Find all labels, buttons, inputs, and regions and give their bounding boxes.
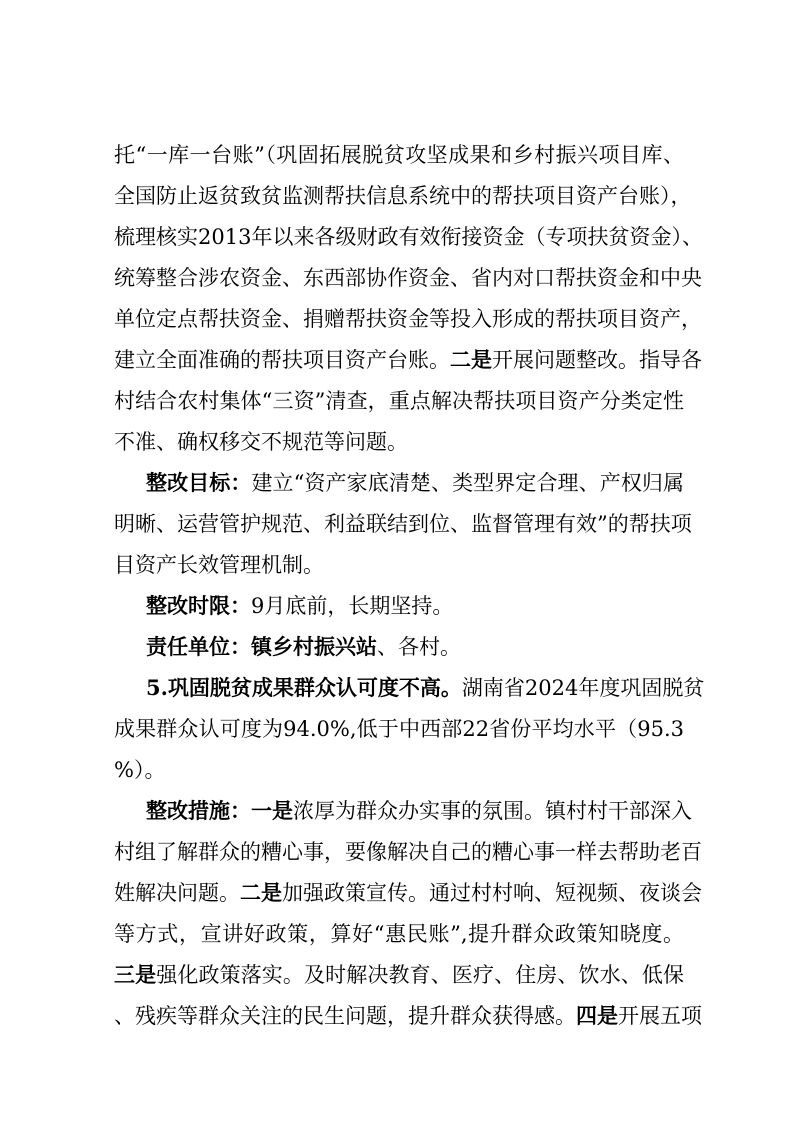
measures-point-four: 四是: [576, 1003, 618, 1028]
measures-text-5: 强化政策落实。及时解决教育、医疗、住房、饮水、低保: [156, 963, 685, 987]
measures-text-3b: 加强政策宣传。通过村村响、短视频、夜谈会: [282, 881, 702, 905]
item5-title: 5.巩固脱贫成果群众认可度不高。: [146, 675, 462, 700]
item5-line-2: 成果群众认可度为94.0%,低于中西部22省份平均水平（95.3: [114, 717, 684, 741]
measures-text-6a: 、残疾等群众关注的民生问题，提升群众获得感。: [114, 1004, 576, 1028]
p1-line-7: 村结合农村集体“三资”清查，重点解决帮扶项目资产分类定性: [114, 389, 684, 413]
measures-text-6b: 开展五项: [618, 1004, 702, 1028]
measures-point-two: 二是: [240, 880, 282, 905]
measures-line-1: [146, 796, 692, 826]
measures-line-3: [114, 878, 702, 908]
goal-line-2: 明晰、运营管护规范、利益联结到位、监督管理有效”的帮扶项: [114, 512, 692, 536]
measures-label: 整改措施：: [146, 798, 251, 823]
unit-bold-text: 镇乡村振兴站: [251, 634, 377, 659]
deadline-line: [146, 591, 684, 621]
p1-line-6: [114, 345, 702, 375]
p1-line-1: 托“一库一台账”（巩固拓展脱贫攻坚成果和乡村振兴项目库、: [114, 143, 684, 167]
goal-line-3: 目资产长效管理机制。: [114, 553, 324, 577]
measures-text-1: 浓厚为群众办实事的氛围。镇村村干部深入: [293, 799, 692, 823]
unit-text: 、各村。: [377, 635, 461, 659]
deadline-text: 9月底前，长期坚持。: [251, 594, 454, 618]
p1-second-point-label: 二是: [450, 347, 492, 372]
measures-point-one: 一是: [251, 798, 293, 823]
p1-line-6c: 开展问题整改。指导各: [492, 348, 702, 372]
unit-line: [146, 632, 684, 662]
item5-line-1: [146, 673, 705, 703]
goal-text-1: 建立“资产家底清楚、类型界定合理、产权归属: [251, 471, 684, 495]
measures-line-2: 村组了解群众的糟心事，要像解决自己的糟心事一样去帮助老百: [114, 840, 702, 864]
measures-point-three: 三是: [114, 962, 157, 987]
goal-line-1: [146, 468, 684, 498]
goal-label: 整改目标：: [146, 470, 252, 495]
p1-line-4: 统筹整合涉农资金、东西部协作资金、省内对口帮扶资金和中央: [114, 266, 702, 290]
measures-line-4: 等方式，宣讲好政策，算好“惠民账”,提升群众政策知晓度。: [114, 922, 684, 946]
p1-line-6a: 建立全面准确的帮扶项目资产台账。: [114, 348, 450, 372]
p1-line-8: 不准、确权移交不规范等问题。: [114, 430, 408, 454]
deadline-label: 整改时限：: [146, 593, 251, 618]
p1-line-2: 全国防止返贫致贫监测帮扶信息系统中的帮扶项目资产台账），: [114, 184, 692, 208]
p1-line-3: 梳理核实2013年以来各级财政有效衔接资金（专项扶贫资金）、: [114, 225, 703, 249]
measures-line-6: [114, 1001, 702, 1031]
p1-line-5: 单位定点帮扶资金、捐赠帮扶资金等投入形成的帮扶项目资产，: [114, 307, 702, 331]
measures-line-5: [114, 960, 684, 990]
item5-text-1: 湖南省2024年度巩固脱贫: [461, 676, 705, 700]
item5-line-3: %）。: [114, 758, 166, 782]
unit-label: 责任单位：: [146, 634, 251, 659]
measures-text-3a: 姓解决问题。: [114, 881, 240, 905]
